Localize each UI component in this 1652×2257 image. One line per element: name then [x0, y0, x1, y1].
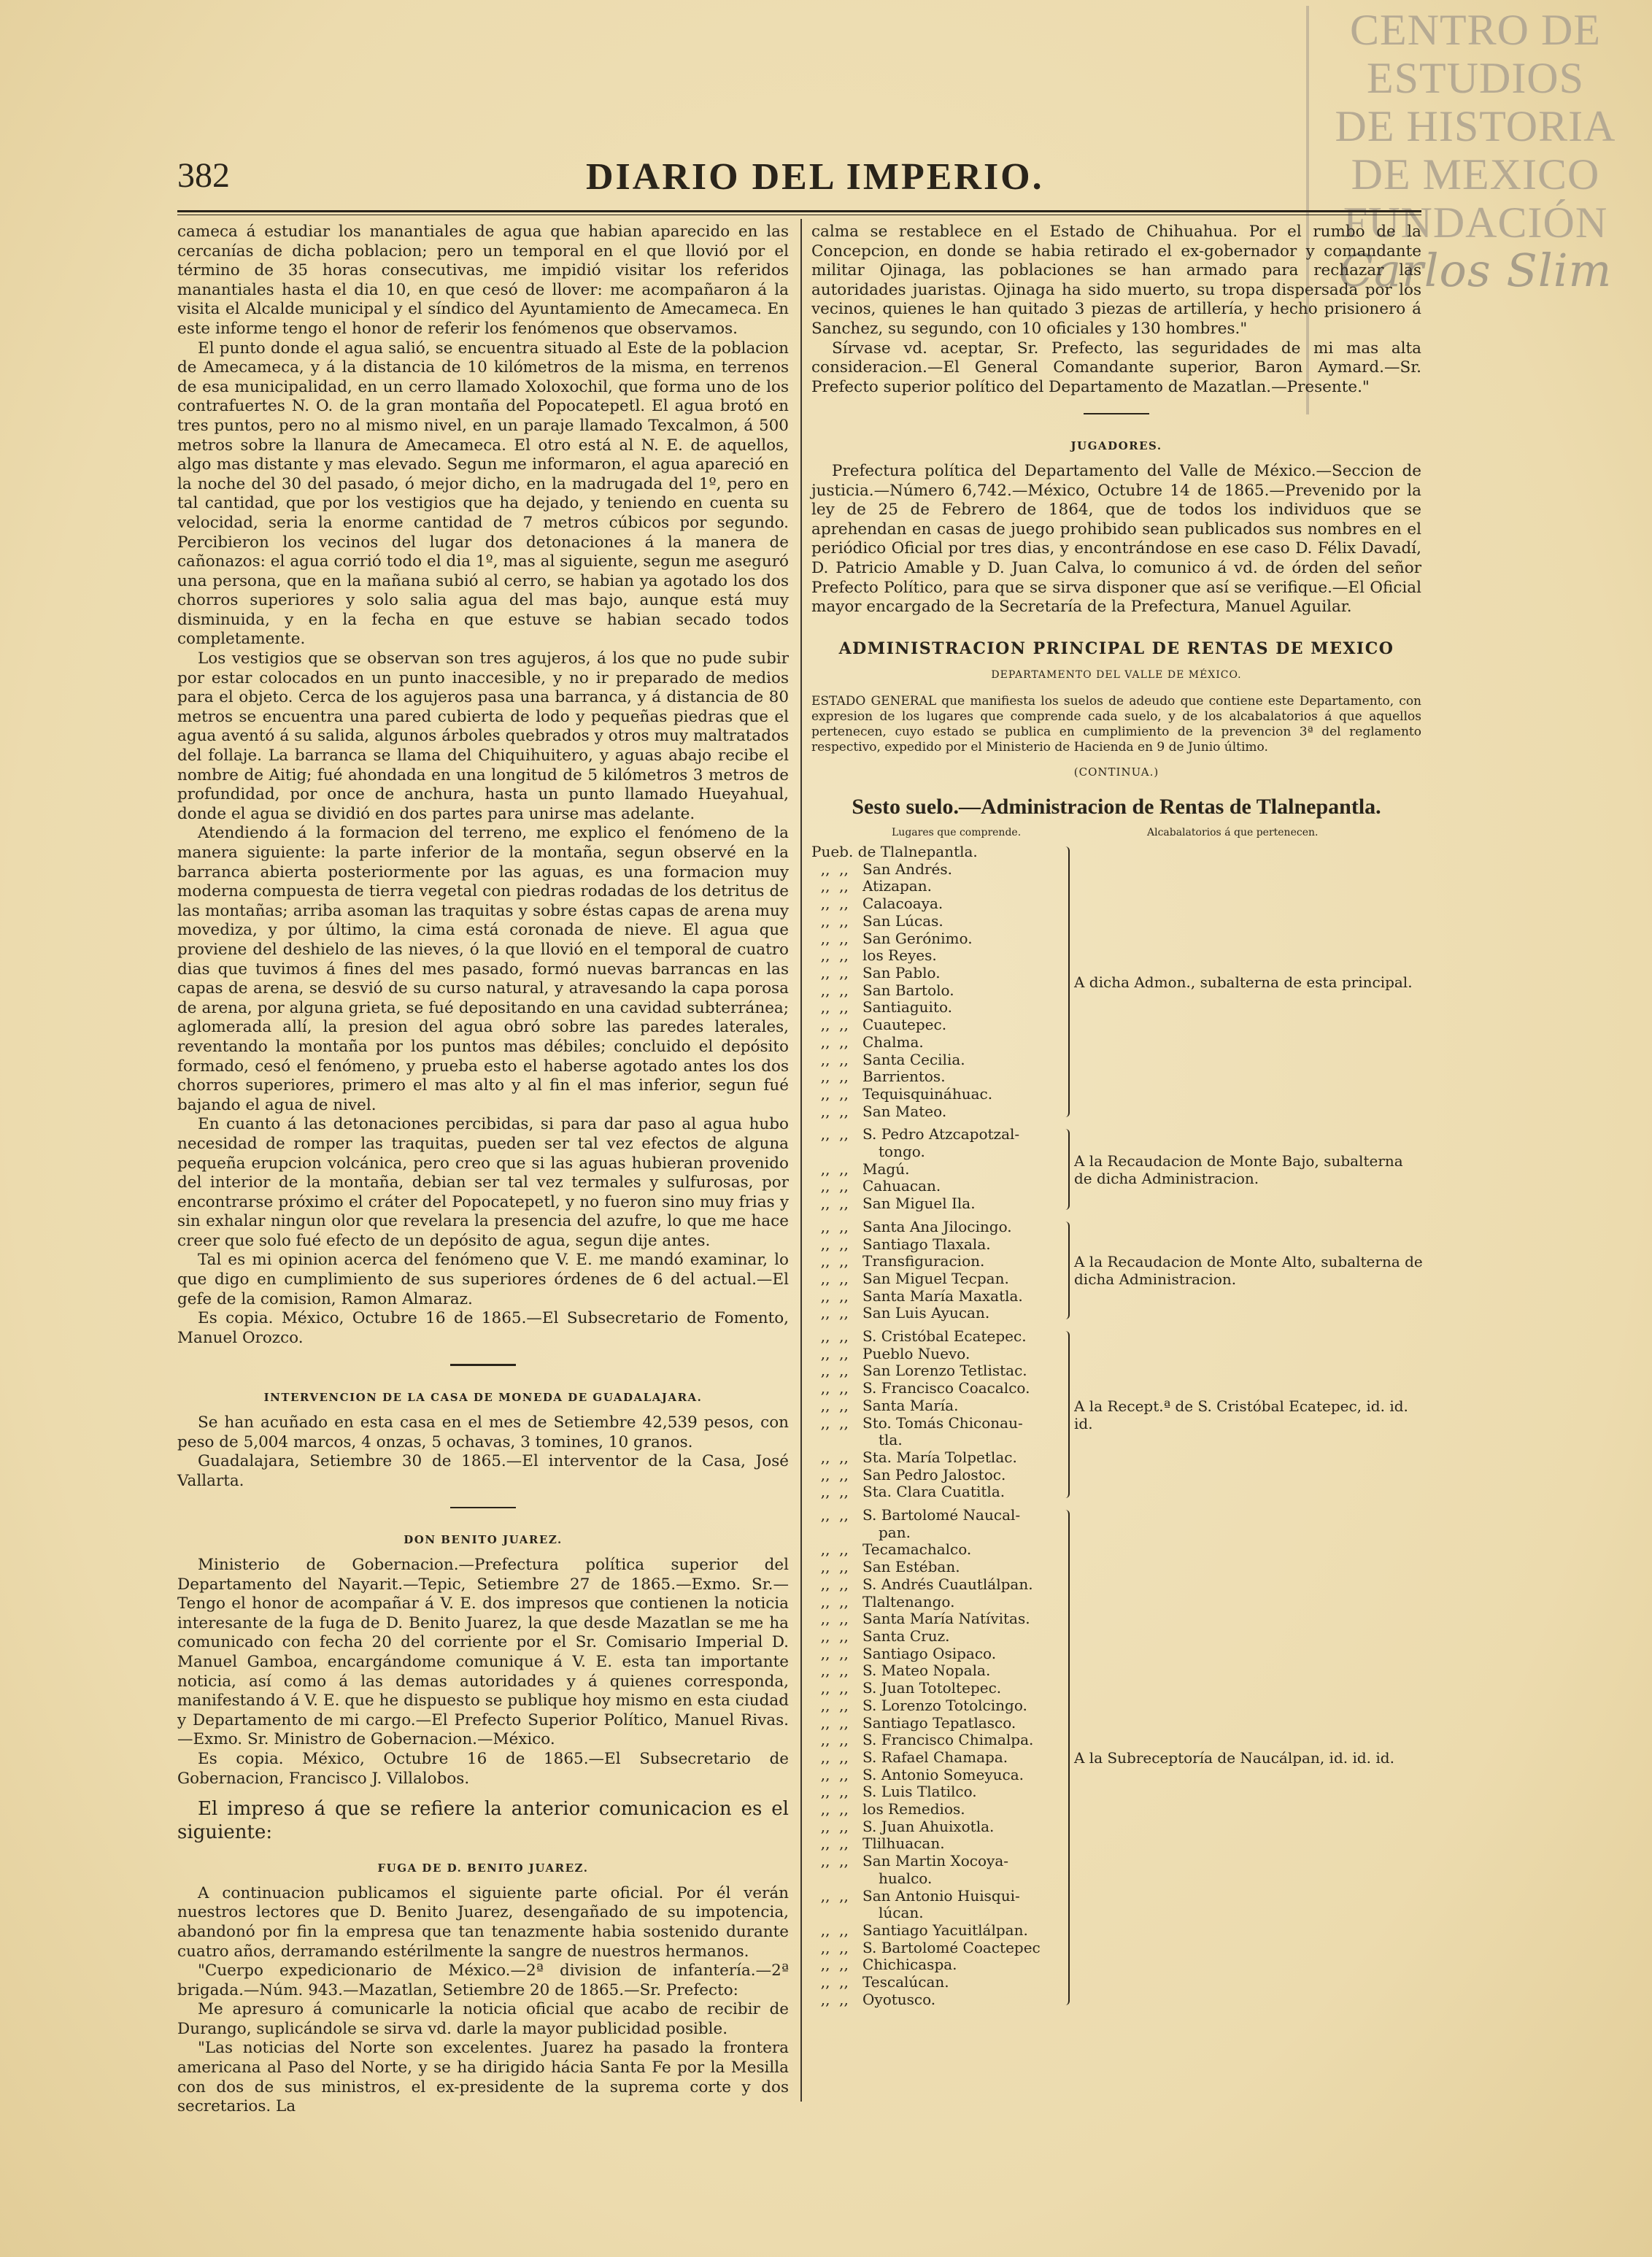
place-item [811, 1178, 1063, 1195]
place-item [811, 1783, 1063, 1801]
paragraph: Guadalajara, Setiembre 30 de 1865.—El interventor de la Casa, José Vallarta. [177, 1452, 789, 1490]
brace-bracket [1064, 846, 1070, 1117]
place-item [811, 1767, 1063, 1784]
ditto-mark: ,, ,, [811, 1195, 849, 1213]
ditto-mark: ,, ,, [811, 878, 849, 895]
place-item [811, 1346, 1063, 1363]
place-item [811, 1362, 1063, 1380]
ditto-mark: ,, ,, [811, 1939, 849, 1956]
paragraph: Me apresuro á comunicarle la noticia oficial que acabo de recibir de Durango, suplicándole se sirva vd. darle la mayor publicidad posible. [177, 2000, 789, 2038]
place-item [811, 1380, 1063, 1397]
place-name: San Mateo. [862, 1103, 947, 1120]
place-item [811, 965, 1063, 982]
ditto-mark: ,, ,, [811, 860, 849, 878]
place-name: Barrientos. [862, 1068, 946, 1086]
place-name: S. Francisco Chimalpa. [862, 1732, 1034, 1749]
brace-bracket [1064, 1129, 1070, 1210]
place-name: Santiago Tepatlasco. [862, 1714, 1016, 1732]
place-item [811, 1922, 1063, 1940]
paragraph: Atendiendo á la formacion del terreno, me explico el fenómeno de la manera siguiente: la parte inferior de la montaña, segun observé en la barranca abierta posteriormente por las aguas, es una formacion muy moderna compuesta de tierra vegetal con piedras rodadas de los detritus de las montañas; arriba asoman las traquitas y sobre éstas capas de arena muy movediza, y por último, la cima está coronada de nieve. El agua que proviene del deshielo de las nieves, ó la que llovió en el temporal de cuatro dias que tuvimos á fines del mes pasado, formó nuevas barrancas en las capas de arena, se desvió de su curso natural, y atravesando la capa porosa de arena, por alguna grieta, se fué depositando en una cavidad subterránea; aglomerada allí, la presion del agua obró sobre las paredes laterales, reventando la montaña por los puntos mas débiles; concluido el depósito formado, cesó el fenómeno, y prueba esto el haberse agotado antes los dos chorros superiores, primero el mas alto y al fin el mas inferior, segun fué bajando el agua de nivel. [177, 824, 789, 1114]
paragraph: El punto donde el agua salió, se encuentra situado al Este de la poblacion de Amecameca, y á la distancia de 10 kilómetros de la misma, en terrenos de esa municipalidad, en un cerro llamado Xoloxochil, que forma uno de los contrafuertes N. O. de la gran montaña del Popocatepetl. El agua brotó en tres puntos, pero no al mismo nivel, en un paraje llamado Texcalmon, á 500 metros sobre la llanura de Amecameca. El otro está al N. E. de aquellos, algo mas distante y mas elevado. Segun me informaron, el agua apareció en la noche del 30 del pasado, ó mejor dicho, en la madrugada del 1º, pero en tal cantidad, que por los vestigios que ha dejado, y teniendo en cuenta su velocidad, seria la enorme cantidad de 7 metros cúbicos por segundo. Percibieron los vecinos del lugar dos detonaciones á la manera de cañonazos: el agua corrió todo el dia 1º, mas al siguiente, segun me aseguró una persona, que en la mañana subió al cerro, se habian ya agotado los dos chorros superiores y solo salia agua del mas bajo, aunque está muy disminuida, y en la fecha en que estuve se habian secado todos completamente. [177, 339, 789, 649]
ditto-mark: ,, ,, [811, 1103, 849, 1120]
place-group [811, 1507, 1421, 2008]
paragraph: "Las noticias del Norte son excelentes. Juarez ha pasado la frontera americana al Paso del Norte, y se ha dirigido hácia Santa Fe por la Mesilla con dos de sus ministros, el ex-presidente de la suprema corte y dos secretarios. La [177, 2039, 789, 2116]
masthead-title: DIARIO DEL IMPERIO. [586, 156, 1044, 198]
ditto-mark: ,, ,, [811, 1345, 849, 1362]
watermark-line-3: DE HISTORIA [1335, 102, 1616, 150]
place-name: Sta. Clara Cuatitla. [862, 1484, 1006, 1501]
ditto-mark: ,, ,, [811, 1085, 849, 1103]
paragraph: calma se restablece en el Estado de Chihuahua. Por el rumbo de la Concepcion, en donde se habia retirado el ex-gobernador y comandante militar Ojinaga, las poblaciones se han armado para rechazar las autoridades juaristas. Ojinaga ha sido muerto, su tropa dispersada por los vecinos, quienes le han quitado 3 piezas de artillería, y hecho prisionero á Sanchez, su segundo, con 10 oficiales y 130 hombres." [811, 223, 1421, 338]
place-item [811, 1052, 1063, 1069]
place-name: Pueb. de Tlalnepantla. [811, 844, 978, 861]
place-list [811, 1219, 1063, 1322]
place-name: los Reyes. [862, 947, 937, 965]
ditto-mark: ,, ,, [811, 1414, 849, 1432]
place-name: S. Antonio Someyuca. [862, 1766, 1024, 1783]
ditto-mark: ,, ,, [811, 1645, 849, 1662]
place-list [811, 1328, 1063, 1501]
ditto-mark: ,, ,, [811, 1287, 849, 1305]
place-item [811, 1288, 1063, 1305]
watermark-line-2: ESTUDIOS [1366, 54, 1584, 102]
ditto-mark: ,, ,, [811, 912, 849, 930]
ditto-mark: ,, ,, [811, 1766, 849, 1783]
ditto-mark: ,, ,, [811, 1593, 849, 1610]
place-item: lúcan. [879, 1905, 924, 1922]
paragraph: Es copia. México, Octubre 16 de 1865.—El Subsecretario de Gobernacion, Francisco J. Villalobos. [177, 1749, 789, 1788]
ditto-mark: ,, ,, [811, 1218, 849, 1235]
ditto-mark: ,, ,, [811, 1921, 849, 1939]
place-list [811, 1507, 1063, 2008]
place-name: Tlaltenango. [862, 1593, 955, 1610]
places-table [811, 844, 1421, 2008]
page-header [177, 150, 1421, 201]
ditto-mark: ,, ,, [811, 895, 849, 913]
paragraph: Prefectura política del Departamento del Valle de México.—Seccion de justicia.—Número 6,742.—México, Octubre 14 de 1865.—Prevenido por la ley de 25 de Febrero de 1864, que de todos los individuos que se aprehendan en casas de juego prohibido sean publicados sus nombres en el periódico Oficial por tres dias, y encontrándose en ese caso D. Félix Davadí, D. Patricio Amable y D. Juan Calva, lo comunico á vd. de órden del señor Prefecto Político, para que se sirva disponer que así se verifique.—El Oficial mayor encargado de la Secretaría de la Prefectura, Manuel Aguilar. [811, 461, 1421, 617]
place-item [811, 1594, 1063, 1611]
ditto-mark: ,, ,, [811, 1974, 849, 1991]
ditto-mark: ,, ,, [811, 1380, 849, 1397]
ditto-mark: ,, ,, [811, 1484, 849, 1501]
ditto-mark: ,, ,, [811, 1748, 849, 1766]
place-name: San Gerónimo. [862, 930, 973, 947]
header-lugares: Lugares que comprende. [892, 827, 1022, 839]
place-name: S. Bartolomé Coactepec [862, 1939, 1041, 1956]
ditto-mark: ,, ,, [811, 1033, 849, 1051]
place-item [811, 1541, 1063, 1559]
place-item [811, 1974, 1063, 1991]
ditto-mark: ,, ,, [811, 1362, 849, 1380]
place-item [811, 1103, 1063, 1121]
place-name: Santa Ana Jilocingo. [862, 1218, 1012, 1235]
paragraph: Ministerio de Gobernacion.—Prefectura política superior del Departamento del Nayarit.—Tepic, Setiembre 27 de 1865.—Exmo. Sr.—Tengo el honor de acompañar á V. E. dos impresos que contienen la noticia interesante de la fuga de D. Benito Juarez, la que desde Mazatlan se me ha comunicado con fecha 20 del corriente por el Sr. Comisario Imperial D. Manuel Gamboa, encargándome comunique á V. E. esta tan importante noticia, así como á las demas autoridades y á quienes corresponda, manifestando á V. E. que he dispuesto se publique hoy mismo en esta ciudad y Departamento de mi cargo.—El Prefecto Superior Político, Manuel Rivas.—Exmo. Sr. Ministro de Gobernacion.—México. [177, 1556, 789, 1749]
place-item [811, 1484, 1063, 1501]
place-name: los Remedios. [862, 1801, 965, 1818]
place-item [811, 913, 1063, 930]
brace-bracket [1064, 1510, 1070, 2005]
place-item [811, 1270, 1063, 1288]
place-item [811, 982, 1063, 1000]
brace-bracket [1064, 1331, 1070, 1498]
ditto-mark: ,, ,, [811, 1016, 849, 1034]
ditto-mark: ,, ,, [811, 1853, 849, 1870]
ditto-mark: ,, ,, [811, 1835, 849, 1853]
watermark-line-5: FUNDACIÓN [1343, 198, 1608, 247]
ditto-mark: ,, ,, [811, 1818, 849, 1835]
place-name: Calacoaya. [862, 895, 943, 913]
place-item [811, 930, 1063, 948]
place-item: tongo. [879, 1143, 925, 1161]
page-number: 382 [177, 156, 230, 195]
place-item [811, 1801, 1063, 1818]
place-item: hualco. [879, 1870, 933, 1887]
ditto-mark: ,, ,, [811, 1253, 849, 1270]
place-item [811, 1016, 1063, 1034]
section-title-jugadores: JUGADORES. [1070, 439, 1162, 453]
place-item [811, 1610, 1063, 1628]
place-item [811, 1628, 1063, 1646]
place-item [811, 999, 1063, 1016]
jurisdiction-label: A la Recept.ª de S. Cristóbal Ecatepec, id. id. id. [1074, 1397, 1408, 1432]
place-item [811, 878, 1063, 895]
place-group [811, 844, 1421, 1120]
ditto-mark: ,, ,, [811, 1887, 849, 1905]
place-name: Sta. María Tolpetlac. [862, 1448, 1017, 1466]
paragraph: Los vestigios que se observan son tres agujeros, á los que no pude subir por estar colocados en un punto inaccesible, y no ir preparado de medios para el objeto. Cerca de los agujeros pasa una barranca, y á distancia de 80 metros se encuentra una pared cubierta de lodo y pequeñas piedras que el agua aventó á su salida, algunos árboles quebrados y otros muy maltratados del follaje. La barranca se llama del Chiquihuitero, y aguas abajo recibe el nombre de Aitig; fué ahondada en una longitud de 5 kilómetros 3 metros de profundidad, por once de anchura, hasta un punto llamado Hueyahual, donde el agua se dividió en dos partes para unirse mas adelante. [177, 649, 789, 823]
place-item [811, 1835, 1063, 1853]
sesto-suelo-title: Sesto suelo.—Administracion de Rentas de Tlalnepantla. [852, 795, 1381, 819]
place-item [811, 1991, 1063, 2009]
place-list [811, 1126, 1063, 1213]
place-name: S. Lorenzo Totolcingo. [862, 1697, 1027, 1714]
place-group [811, 1126, 1421, 1213]
place-name: Santa Cruz. [862, 1628, 950, 1645]
section-title-fuga: FUGA DE D. BENITO JUAREZ. [377, 1861, 589, 1875]
section-title-moneda: INTERVENCION DE LA CASA DE MONEDA DE GUADALAJARA. [263, 1391, 703, 1405]
place-name: S. Francisco Coacalco. [862, 1380, 1030, 1397]
place-list [811, 844, 1063, 1120]
place-item [811, 947, 1063, 965]
place-item [811, 1715, 1063, 1732]
place-item [811, 1415, 1063, 1432]
place-name: S. Pedro Atzcapotzal- [862, 1126, 1020, 1143]
place-name: Santiago Osipaco. [862, 1645, 997, 1662]
ditto-mark: ,, ,, [811, 930, 849, 947]
jurisdiction-label: A la Recaudacion de Monte Bajo, subalterna de dicha Administracion. [1074, 1151, 1403, 1187]
ditto-mark: ,, ,, [811, 999, 849, 1016]
place-item [811, 1328, 1063, 1346]
ditto-mark: ,, ,, [811, 1801, 849, 1818]
ditto-mark: ,, ,, [811, 1235, 849, 1253]
place-name: Tequisquináhuac. [862, 1085, 993, 1103]
place-item [811, 1195, 1063, 1213]
place-name: Santa María. [862, 1397, 959, 1414]
ditto-mark: ,, ,, [811, 1575, 849, 1593]
admin-subtitle: DEPARTAMENTO DEL VALLE DE MÉXICO. [991, 669, 1242, 682]
place-item: tla. [879, 1432, 903, 1449]
place-item [811, 1507, 1063, 1524]
place-group [811, 1219, 1421, 1322]
header-alcabalatorios: Alcabalatorios á que pertenecen. [1147, 827, 1319, 839]
ditto-mark: ,, ,, [811, 1541, 849, 1559]
place-name: S. Mateo Nopala. [862, 1662, 991, 1680]
place-name: S. Rafael Chamapa. [862, 1748, 1008, 1766]
paragraph: Sírvase vd. aceptar, Sr. Prefecto, las seguridades de mi mas alta consideracion.—El General Comandante superior, Baron Aymard.—Sr. Prefecto superior político del Departamento de Mazatlan.—Presente." [811, 339, 1421, 396]
section-divider [1084, 413, 1149, 414]
place-item [811, 1680, 1063, 1697]
ditto-mark: ,, ,, [811, 1051, 849, 1068]
place-name: San Andrés. [862, 860, 953, 878]
place-name: San Pablo. [862, 964, 941, 981]
place-name: S. Luis Tlatilco. [862, 1783, 977, 1801]
ditto-mark: ,, ,, [811, 1507, 849, 1524]
place-item [811, 1467, 1063, 1484]
ditto-mark: ,, ,, [811, 964, 849, 981]
place-name: Atizapan. [862, 878, 932, 895]
place-item [811, 1161, 1063, 1178]
watermark-line-4: DE MEXICO [1351, 150, 1600, 198]
watermark-signature: Carlos Slim [1338, 244, 1613, 297]
jurisdiction-label: A la Subreceptoría de Naucálpan, id. id. id. [1074, 1748, 1394, 1767]
ditto-mark: ,, ,, [811, 947, 849, 965]
right-column [811, 223, 1421, 2008]
place-name: San Lúcas. [862, 912, 943, 930]
place-item: pan. [879, 1524, 911, 1541]
place-name: San Estéban. [862, 1559, 960, 1576]
place-name: Oyotusco. [862, 1991, 936, 2008]
place-item [811, 861, 1063, 879]
place-item [811, 1305, 1063, 1322]
ditto-mark: ,, ,, [811, 1991, 849, 2008]
place-item [811, 1818, 1063, 1836]
ditto-mark: ,, ,, [811, 1126, 849, 1143]
place-item [811, 1697, 1063, 1715]
place-name: San Antonio Huisqui- [862, 1887, 1020, 1905]
place-name: San Miguel Ila. [862, 1195, 976, 1213]
estado-paragraph: ESTADO GENERAL que manifiesta los suelos de adeudo que contiene este Departamento, con expresion de los lugares que comprende cada suelo, y de los alcabalatorios á que aquellos pertenecen, cuyo estado se publica en cumplimiento de la prevencion 3ª del reglamento respectivo, expedido por el Ministerio de Hacienda en 9 de Junio último. [811, 693, 1421, 755]
place-item [811, 1253, 1063, 1270]
watermark-line-1: CENTRO DE [1350, 6, 1601, 54]
place-name: S. Andrés Cuautlálpan. [862, 1575, 1033, 1593]
ditto-mark: ,, ,, [811, 1956, 849, 1974]
place-name: S. Juan Ahuixotla. [862, 1818, 995, 1835]
left-column [177, 223, 789, 2117]
place-name: Chichicaspa. [862, 1956, 957, 1974]
ditto-mark: ,, ,, [811, 1397, 849, 1414]
ditto-mark: ,, ,, [811, 1697, 849, 1714]
place-group [811, 1328, 1421, 1501]
place-name: S. Juan Totoltepec. [862, 1680, 1002, 1697]
place-item [811, 1749, 1063, 1767]
place-item [811, 1888, 1063, 1905]
place-name: Tescalúcan. [862, 1974, 949, 1991]
place-name: San Lorenzo Tetlistac. [862, 1362, 1027, 1380]
section-divider [450, 1364, 516, 1366]
place-name: San Martin Xocoya- [862, 1853, 1008, 1870]
paragraph: Tal es mi opinion acerca del fenómeno que V. E. me mandó examinar, lo que digo en cumplimiento de sus superiores órdenes de 6 del actual.—El gefe de la comision, Ramon Almaraz. [177, 1251, 789, 1308]
ditto-mark: ,, ,, [811, 1714, 849, 1732]
place-name: Santa Cecilia. [862, 1051, 965, 1068]
section-divider [450, 1507, 516, 1508]
place-name: Santa María Natívitas. [862, 1610, 1030, 1628]
place-name: Tlilhuacan. [862, 1835, 945, 1853]
place-item [811, 1662, 1063, 1680]
ditto-mark: ,, ,, [811, 981, 849, 999]
place-item [811, 1397, 1063, 1415]
place-name: S. Bartolomé Naucal- [862, 1507, 1021, 1524]
continua-label: (CONTINUA.) [1073, 765, 1159, 779]
section-title-juarez: DON BENITO JUAREZ. [404, 1533, 563, 1547]
ditto-mark: ,, ,, [811, 1068, 849, 1086]
place-name: Santiago Yacuitlálpan. [862, 1921, 1028, 1939]
lead-paragraph: El impreso á que se refiere la anterior comunicacion es el siguiente: [177, 1798, 789, 1844]
place-name: San Bartolo. [862, 981, 954, 999]
place-item [811, 1086, 1063, 1103]
paragraph: Es copia. México, Octubre 16 de 1865.—El Subsecretario de Fomento, Manuel Orozco. [177, 1309, 789, 1347]
place-item [811, 1236, 1063, 1254]
ditto-mark: ,, ,, [811, 1610, 849, 1628]
paragraph: cameca á estudiar los manantiales de agua que habian aparecido en las cercanías de dicha poblacion; pero un temporal en el que llovió por el término de 35 horas consecutivas, me impidió visitar los referidos manantiales hasta el dia 10, en que cesó de llover: me acompañaron á la visita el Alcalde municipal y el síndico del Ayuntamiento de Amecameca. En este informe tengo el honor de referir los fenómenos que observamos. [177, 223, 789, 338]
brace-bracket [1064, 1222, 1070, 1319]
place-name: Tecamachalco. [862, 1541, 972, 1559]
ditto-mark: ,, ,, [811, 1628, 849, 1645]
place-name: Pueblo Nuevo. [862, 1345, 970, 1362]
place-name: Sto. Tomás Chiconau- [862, 1414, 1023, 1432]
place-item [811, 1449, 1063, 1467]
place-name: Transfiguracion. [862, 1253, 985, 1270]
place-name: Santiaguito. [862, 999, 953, 1016]
place-item [811, 895, 1063, 913]
place-item [811, 1646, 1063, 1663]
ditto-mark: ,, ,, [811, 1305, 849, 1322]
ditto-mark: ,, ,, [811, 1270, 849, 1287]
place-item [811, 1940, 1063, 1957]
column-divider [800, 219, 802, 2102]
place-item [811, 1956, 1063, 1974]
table-headers [811, 820, 1421, 839]
ditto-mark: ,, ,, [811, 1160, 849, 1178]
place-name: Santa María Maxatla. [862, 1287, 1023, 1305]
ditto-mark: ,, ,, [811, 1783, 849, 1801]
ditto-mark: ,, ,, [811, 1466, 849, 1484]
place-item [811, 844, 1063, 861]
jurisdiction-label: A dicha Admon., subalterna de esta principal. [1074, 973, 1413, 991]
paragraph: En cuanto á las detonaciones percibidas, si para dar paso al agua hubo necesidad de romper las traquitas, pueden ser tal vez efectos de alguna pequeña erupcion volcánica, pero creo que si las aguas hubieran provenido del interior de la montaña, debian ser tal vez termales y sulfurosas, por encontrarse próximo el cráter del Popocatepetl, y no fueron sino muy frias y sin exhalar ningun olor que revelara la presencia del azufre, lo que me hace creer que solo fué efecto de un depósito de agua, segun dije antes. [177, 1115, 789, 1250]
place-name: Cuautepec. [862, 1016, 947, 1034]
header-rule [177, 210, 1421, 215]
place-item [811, 1559, 1063, 1576]
place-name: Santiago Tlaxala. [862, 1235, 991, 1253]
place-item [811, 1219, 1063, 1236]
place-item [811, 1576, 1063, 1594]
ditto-mark: ,, ,, [811, 1448, 849, 1466]
paragraph: Se han acuñado en esta casa en el mes de Setiembre 42,539 pesos, con peso de 5,004 marcos, 4 onzas, 5 ochavas, 3 tomines, 10 granos. [177, 1413, 789, 1451]
place-name: S. Cristóbal Ecatepec. [862, 1328, 1027, 1346]
place-name: San Pedro Jalostoc. [862, 1466, 1006, 1484]
place-name: San Miguel Tecpan. [862, 1270, 1009, 1287]
place-name: San Luis Ayucan. [862, 1305, 990, 1322]
paragraph: "Cuerpo expedicionario de México.—2ª division de infantería.—2ª brigada.—Núm. 943.—Mazatlan, Setiembre 20 de 1865.—Sr. Prefecto: [177, 1961, 789, 1999]
paragraph: A continuacion publicamos el siguiente parte oficial. Por él verán nuestros lectores que D. Benito Juarez, desengañado de su impotencia, abandonó por fin la empresa que tan tenazmente habia sostenido durante cuatro años, derramando estérilmente la sangre de nuestros hermanos. [177, 1883, 789, 1961]
place-name: Magú. [862, 1160, 910, 1178]
place-item [811, 1068, 1063, 1086]
jurisdiction-label: A la Recaudacion de Monte Alto, subalterna de dicha Administracion. [1074, 1252, 1423, 1288]
place-name: Chalma. [862, 1033, 924, 1051]
ditto-mark: ,, ,, [811, 1178, 849, 1195]
place-item [811, 1126, 1063, 1143]
place-name: Cahuacan. [862, 1178, 941, 1195]
ditto-mark: ,, ,, [811, 1732, 849, 1749]
ditto-mark: ,, ,, [811, 1328, 849, 1346]
place-item [811, 1034, 1063, 1052]
ditto-mark: ,, ,, [811, 1559, 849, 1576]
place-item [811, 1732, 1063, 1749]
ditto-mark: ,, ,, [811, 1680, 849, 1697]
place-item [811, 1853, 1063, 1870]
admin-title: ADMINISTRACION PRINCIPAL DE RENTAS DE MEXICO [838, 638, 1394, 658]
ditto-mark: ,, ,, [811, 1662, 849, 1680]
